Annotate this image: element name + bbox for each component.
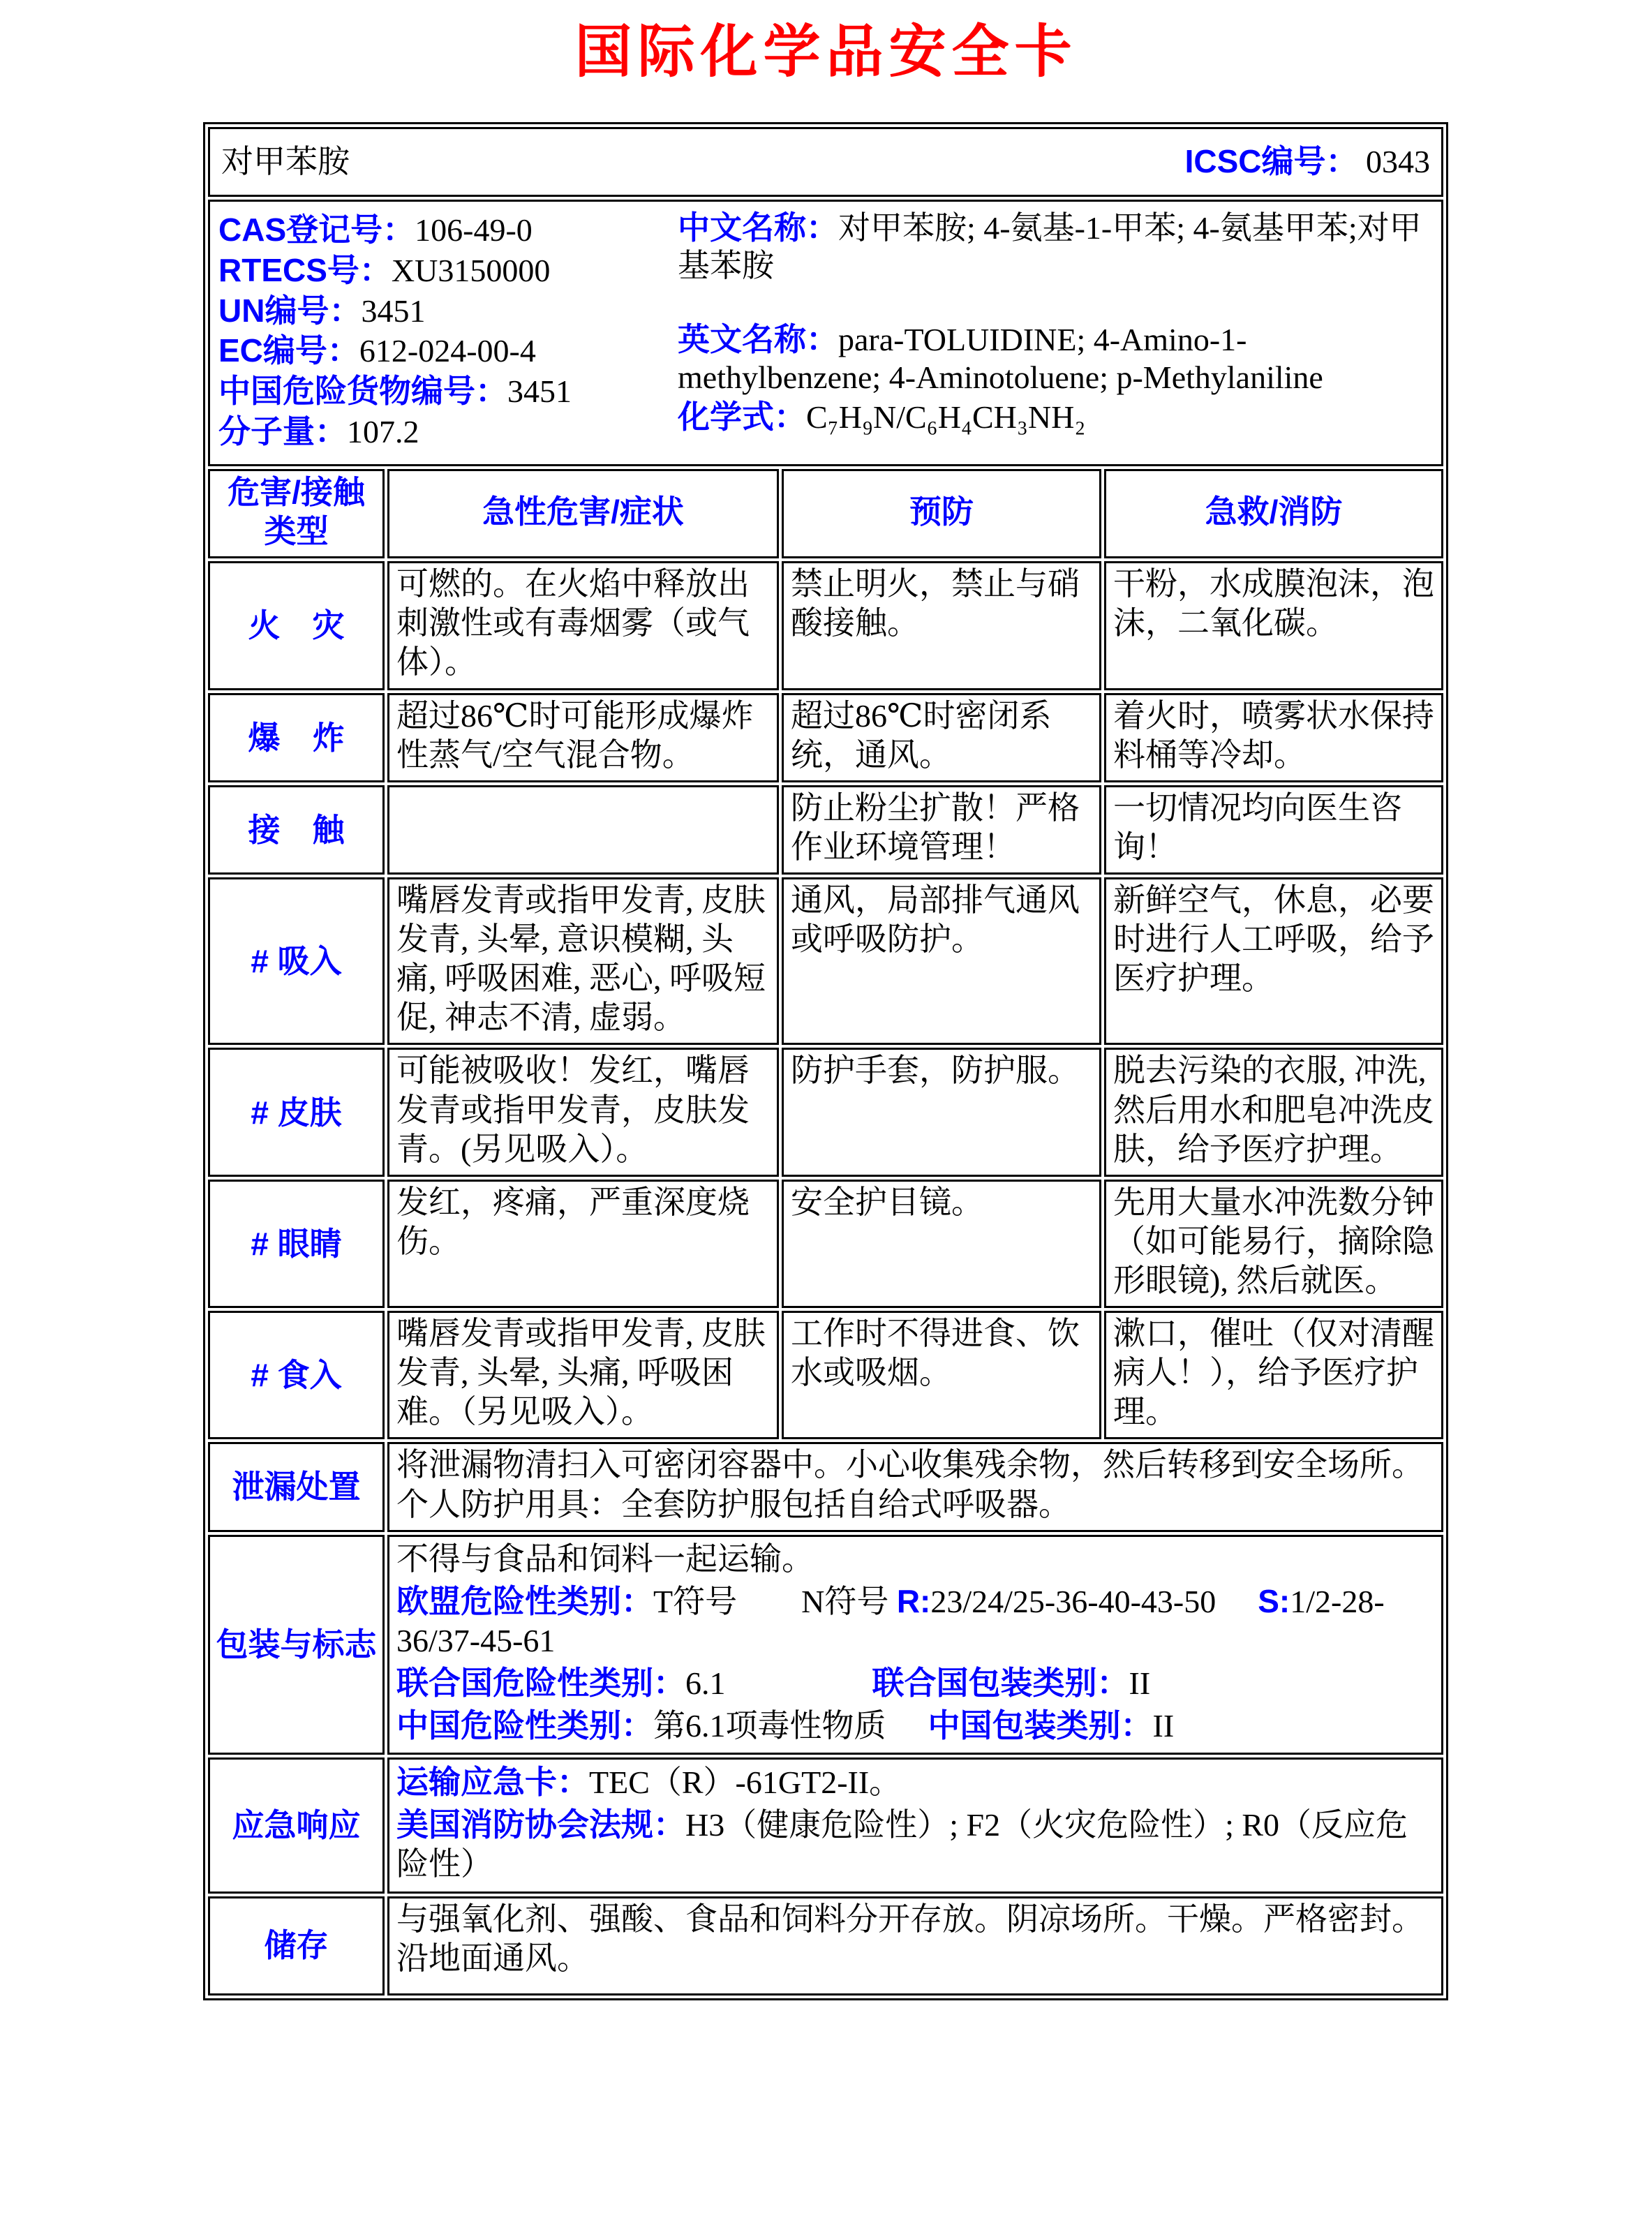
column-header-hazard-type: [208, 469, 385, 558]
icsc-number-group: [1185, 142, 1430, 181]
explosion-symptoms-cell: 超过86℃时可能形成爆炸性蒸气/空气混合物。: [387, 693, 779, 782]
chemical-formula-value: C₇H₉N/C₆H₄CH₃NH₂: [806, 399, 1086, 436]
row-label-explosion: 爆 炸: [208, 693, 385, 782]
eu-symbols: T符号 N符号: [653, 1583, 897, 1619]
inhalation-first-aid-cell: 新鲜空气，休息，必要时进行人工呼吸，给予医疗护理。: [1104, 877, 1443, 1045]
cas-number-line: [218, 210, 665, 250]
r-phrases-label: R:: [896, 1582, 931, 1619]
skin-first-aid-cell: 脱去污染的衣服, 冲洗, 然后用水和肥皂冲洗皮肤，给予医疗护理。: [1104, 1048, 1443, 1176]
china-dg-label: 中国危险货物编号：: [218, 373, 507, 410]
un-number-line: [218, 291, 665, 331]
transport-emergency-card-line: [396, 1761, 1434, 1804]
molecular-weight-line: [218, 412, 665, 452]
storage-cell: 与强氧化剂、强酸、食品和饲料分开存放。阴凉场所。干燥。严格密封。沿地面通风。: [387, 1896, 1443, 1996]
ec-number-line: [218, 331, 665, 371]
eu-class-label: 欧盟危险性类别：: [396, 1582, 653, 1619]
chinese-name-paragraph: [678, 209, 1431, 285]
nfpa-code-line: [396, 1804, 1434, 1885]
ingestion-prevention-cell: 工作时不得进食、饮水或吸烟。: [782, 1311, 1101, 1439]
cn-pack-label: 中国包装类别：: [928, 1707, 1153, 1744]
icsc-label: ICSC编号：: [1184, 143, 1358, 180]
emergency-response-cell: [387, 1757, 1443, 1893]
un-value: 3451: [361, 292, 426, 329]
exposure-first-aid-cell: 一切情况均向医生咨询！: [1104, 785, 1443, 875]
exposure-symptoms-cell: [387, 785, 779, 875]
exposure-prevention-cell: 防止粉尘扩散！严格作业环境管理！: [782, 785, 1101, 875]
cn-class-value: 第6.1项毒性物质: [653, 1708, 886, 1744]
china-dg-value: 3451: [507, 373, 572, 410]
column-header-symptoms: 急性危害/症状: [387, 469, 779, 558]
skin-symptoms-cell: 可能被吸收！发红，嘴唇发青或指甲发青，皮肤发青。(另见吸入）。: [387, 1048, 779, 1176]
un-pack-value: II: [1129, 1665, 1151, 1701]
packaging-cn-classification-line: [396, 1704, 1434, 1747]
nfpa-label: 美国消防协会法规：: [396, 1806, 685, 1843]
molecular-weight-label: 分子量：: [218, 413, 347, 449]
hazard-table: [208, 469, 1443, 1996]
substance-name: 对甲苯胺: [221, 143, 350, 179]
explosion-first-aid-cell: 着火时，喷雾状水保持料桶等冷却。: [1104, 693, 1443, 782]
packaging-cell: [387, 1535, 1443, 1755]
nfpa-value: H3（健康危险性）; F2（火灾危险性）; R0（反应危险性）: [396, 1807, 1408, 1882]
eyes-symptoms-cell: 发红，疼痛，严重深度烧伤。: [387, 1180, 779, 1308]
card-header-row: [208, 127, 1443, 197]
eyes-first-aid-cell: 先用大量水冲洗数分钟（如可能易行，摘除隐形眼镜), 然后就医。: [1104, 1180, 1443, 1308]
tec-value: TEC（R）-61GT2-II。: [589, 1764, 902, 1801]
row-label-fire: 火 灾: [208, 561, 385, 690]
ingestion-symptoms-cell: 嘴唇发青或指甲发青, 皮肤发青, 头晕, 头痛, 呼吸困难。（另见吸入）。: [387, 1311, 779, 1439]
un-class-value: 6.1: [685, 1665, 726, 1701]
rtecs-number-line: [218, 251, 665, 290]
page-title: 国际化学品安全卡: [574, 20, 1078, 84]
ec-label: EC编号：: [218, 332, 359, 369]
tec-label: 运输应急卡：: [396, 1764, 589, 1801]
inhalation-prevention-cell: 通风，局部排气通风或呼吸防护。: [782, 877, 1101, 1045]
english-name-value: para-TOLUIDINE; 4-Amino-1-methylbenzene; 4-Aminotoluene; p-Methylaniline: [678, 321, 1323, 395]
identifiers-right-column: [665, 207, 1437, 459]
molecular-weight-value: 107.2: [347, 413, 419, 449]
un-pack-label: 联合国包装类别：: [872, 1664, 1129, 1701]
un-label: UN编号：: [218, 292, 362, 329]
s-phrases-label: S:: [1258, 1582, 1290, 1619]
column-header-hazard-type-line2: 类型: [264, 513, 329, 550]
packaging-eu-classification-line: [396, 1580, 1434, 1662]
spill-disposal-cell: 将泄漏物清扫入可密闭容器中。小心收集残余物，然后转移到安全场所。个人防护用具：全套防护服包括自给式呼吸器。: [387, 1442, 1443, 1531]
row-label-storage: 储存: [208, 1896, 385, 1996]
row-label-skin: # 皮肤: [208, 1048, 385, 1176]
safety-card: [203, 122, 1448, 2000]
s-phrases-value: 1/2-28-36/37-45-61: [396, 1583, 1385, 1658]
row-label-packaging: 包装与标志: [208, 1535, 385, 1755]
inhalation-symptoms-cell: 嘴唇发青或指甲发青, 皮肤发青, 头晕, 意识模糊, 头痛, 呼吸困难, 恶心, 呼吸短促, 神志不清, 虚弱。: [387, 877, 779, 1045]
rtecs-value: XU3150000: [391, 252, 551, 288]
fire-symptoms-cell: 可燃的。在火焰中释放出刺激性或有毒烟雾（或气体）。: [387, 561, 779, 690]
ingestion-first-aid-cell: 漱口，催吐（仅对清醒病人！），给予医疗护理。: [1104, 1311, 1443, 1439]
column-header-prevention: 预防: [782, 469, 1101, 558]
cas-value: 106-49-0: [415, 212, 533, 248]
english-name-label: 英文名称：: [678, 320, 838, 357]
column-header-hazard-type-line1: 危害/接触: [228, 474, 365, 510]
row-label-ingestion: # 食入: [208, 1311, 385, 1439]
row-label-spill-disposal: 泄漏处置: [208, 1442, 385, 1531]
row-label-eyes: # 眼睛: [208, 1180, 385, 1308]
chinese-name-label: 中文名称：: [678, 209, 838, 246]
icsc-number: 0343: [1366, 144, 1430, 180]
explosion-prevention-cell: 超过86℃时密闭系统，通风。: [782, 693, 1101, 782]
cn-class-label: 中国危险性类别：: [396, 1707, 653, 1744]
fire-prevention-cell: 禁止明火，禁止与硝酸接触。: [782, 561, 1101, 690]
english-name-paragraph: [678, 320, 1431, 397]
chemical-formula-label: 化学式：: [678, 399, 806, 436]
row-label-emergency-response: 应急响应: [208, 1757, 385, 1893]
cas-label: CAS登记号：: [218, 211, 415, 248]
chinese-name-value: 对甲苯胺; 4-氨基-1-甲苯; 4-氨基甲苯;对甲基苯胺: [678, 210, 1422, 284]
column-header-first-aid: 急救/消防: [1104, 469, 1443, 558]
r-phrases-value: 23/24/25-36-40-43-50: [930, 1583, 1216, 1619]
packaging-transport-note: 不得与食品和饲料一起运输。: [396, 1540, 814, 1577]
ec-value: 612-024-00-4: [359, 333, 536, 369]
skin-prevention-cell: 防护手套，防护服。: [782, 1048, 1101, 1176]
row-label-exposure: 接 触: [208, 785, 385, 875]
chemical-formula-line: [678, 398, 1431, 436]
row-label-inhalation: # 吸入: [208, 877, 385, 1045]
fire-first-aid-cell: 干粉，水成膜泡沫，泡沫，二氧化碳。: [1104, 561, 1443, 690]
identifiers-left-column: [214, 207, 665, 459]
china-dg-number-line: [218, 371, 665, 411]
cn-pack-value: II: [1152, 1708, 1175, 1744]
eyes-prevention-cell: 安全护目镜。: [782, 1180, 1101, 1308]
identifiers-section: [208, 200, 1443, 466]
packaging-un-classification-line: [396, 1662, 1434, 1704]
rtecs-label: RTECS号：: [218, 251, 392, 288]
un-class-label: 联合国危险性类别：: [396, 1664, 685, 1701]
